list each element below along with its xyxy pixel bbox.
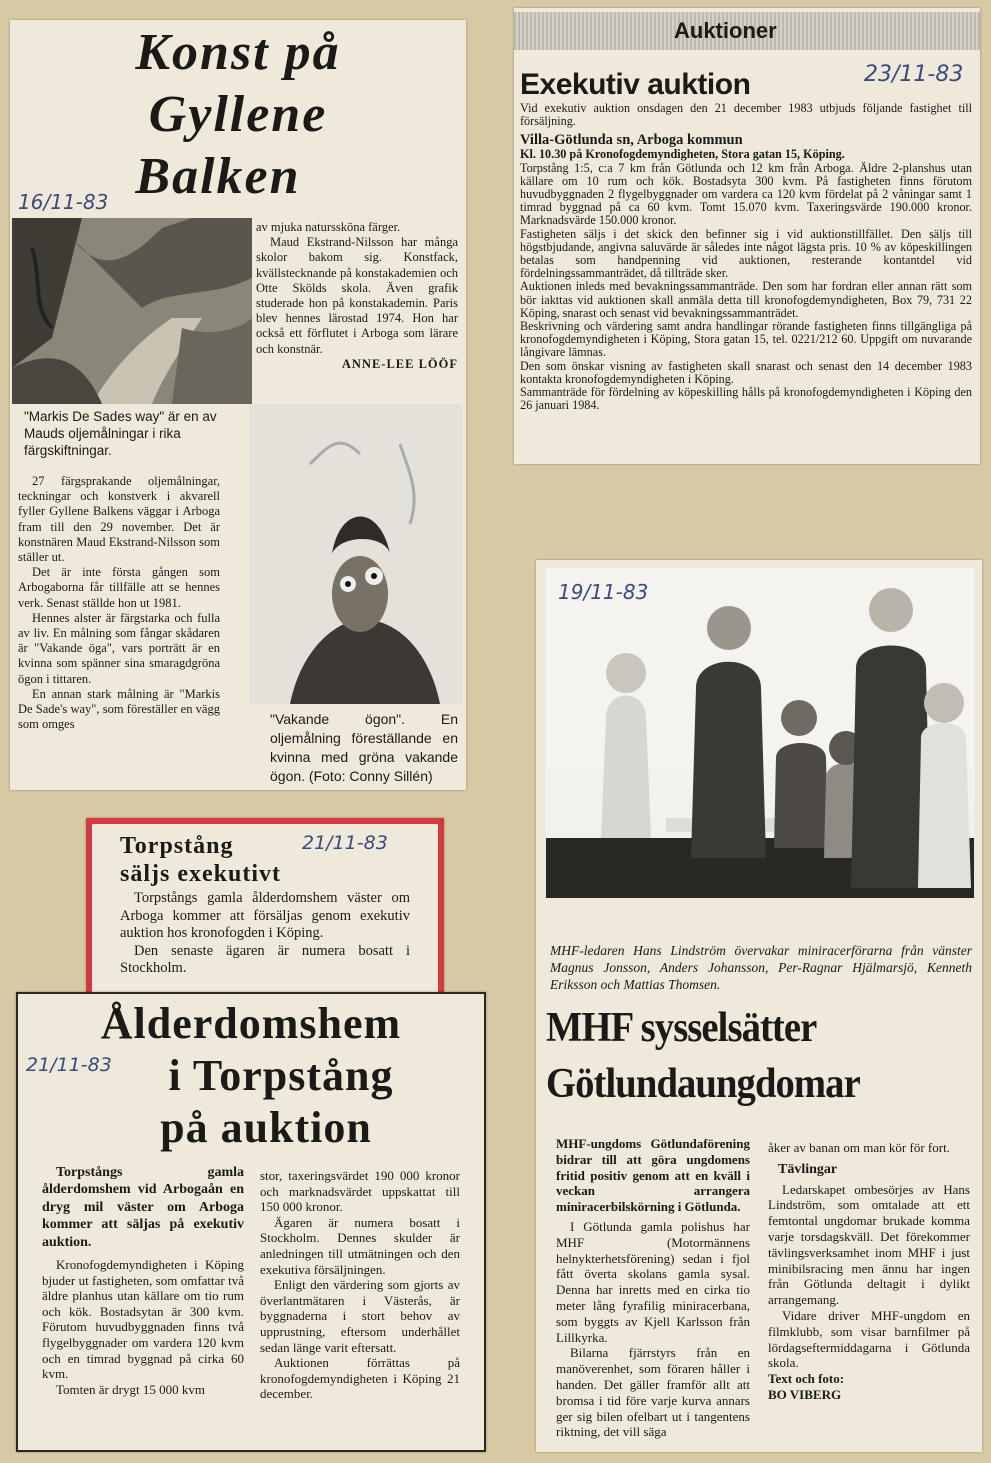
- alder-para: stor, taxeringsvärdet 190 000 kronor och marknadsvärdet uppskattat till 150 000 kronor.: [260, 1168, 460, 1215]
- torpstang-small-title-line1: Torpstång: [120, 833, 234, 859]
- painting-photo-vakande: [250, 404, 462, 704]
- mhf-title-line2: Götlundaungdomar: [546, 1061, 860, 1107]
- mhf-date: 19/11-83: [558, 580, 649, 604]
- mhf-subhead: Tävlingar: [778, 1161, 838, 1177]
- torpstang-small-title-line2: säljs exekutivt: [120, 861, 281, 887]
- alder-body-right: [260, 1168, 460, 1402]
- mhf-body-left: [556, 1136, 750, 1440]
- konst-body-right: [256, 220, 458, 372]
- konst-title-line3: Balken: [135, 148, 301, 205]
- konst-caption-2: "Vakande ögon". En oljemålning föreställande en kvinna med gröna vakande ögon. (Foto: Conny Sillén): [270, 711, 458, 784]
- alder-title: [18, 998, 484, 1154]
- konst-title: [10, 22, 466, 208]
- mhf-para: Vidare driver MHF-ungdom en filmklubb, som visar barnfilmer på lördagseftermiddagarna i Götlunda skola.: [768, 1307, 970, 1371]
- torpstang-small-body: [120, 890, 410, 978]
- mhf-caption: MHF-ledaren Hans Lindström övervakar miniracerförarna från vänster Magnus Jonsson, Anders Johansson, Per-Ragnar Hjälmarsjö, Kenneth Eriksson och Mattias Thomsen.: [550, 943, 972, 992]
- painting-photo-markis: [12, 218, 252, 404]
- auktion-title: Exekutiv auktion: [520, 68, 751, 101]
- alder-para: Enligt den värdering som gjorts av överlantmätaren i Västerås, är byggnaderna i stort behov av upprustning, eftersom underhållet sedan länge varit eftersatt.: [260, 1277, 460, 1355]
- alder-lead: Torpstångs gamla ålderdomshem vid Arbogaån en dryg mil väster om Arboga kommer att säljas på exekutiv auktion.: [42, 1165, 244, 1250]
- auktion-time: Kl. 10.30 på Kronofogdemyndigheten, Stora gatan 15, Köping.: [520, 147, 845, 162]
- konst-para: 27 färgsprakande oljemålningar, teckningar och konstverk i akvarell fyller Gyllene Balkens väggar i Arboga fram till den 29 november. Det är konstnären Maud Ekstrand-Nilsson som ställer ut.: [18, 474, 220, 565]
- konst-title-line1: Konst på: [135, 24, 341, 81]
- mhf-lead: MHF-ungdoms Götlundaförening bidrar till att göra ungdomens fritid positiv genom att en kväll i veckan arrangera miniracerbilskörning i Götlunda.: [556, 1136, 750, 1215]
- alder-para: Kronofogdemyndigheten i Köping bjuder ut fastigheten, som omfattar två äldre planhus utan källare om tio rum och kök. Bostadsytan är 300 kvm. Förutom huvudbyggnaden finns två flygelbyggnader om vardera 120 kvm och en timrad byggnad på cirka 60 kvm.: [42, 1257, 244, 1382]
- alder-title-line1: Ålderdomshem: [100, 999, 402, 1048]
- alder-title-line3: på auktion: [160, 1103, 372, 1152]
- mhf-credit: Text och foto:: [768, 1371, 845, 1387]
- mhf-article: [536, 560, 982, 1452]
- auktion-para: Fastigheten säljs i det skick den befinner sig i vid auktionstillfället. Den säljs till högstbjudande, angivna saluvärde är således inte något lägsta pris. 10 % av köpeskillingen betalas som handpenning vid auktionen, resterande kontantdel vid fördelningssammanträdet, då tillträde sker.: [520, 226, 972, 281]
- mhf-title-line1: MHF sysselsätter: [546, 1005, 817, 1051]
- konst-date: 16/11-83: [18, 190, 109, 214]
- auktion-para: Auktionen inleds med bevakningssammanträde. Den som har fordran eller annan rätt som bör iakttas vid auktionen skall anmäla detta till kronofogdemyndigheten, Box 79, 731 22 Köping, snarast och senast vid bevakningssammanträdet.: [520, 279, 972, 320]
- torpstang-small-para: Den senaste ägaren är numera bosatt i Stockholm.: [120, 942, 410, 977]
- konst-body-left: [18, 474, 220, 732]
- auktion-para: Den som önskar visning av fastigheten skall snarast och senast den 14 december 1983 kontakta kronofogdemyndigheten i Köping.: [520, 358, 972, 386]
- auktion-para: Torpstång 1:5, c:a 7 km från Götlunda och 12 km från Arboga. Äldre 2-planshus utan källare om 10 rum och kök. Bostadsyta 300 kvm. På fastigheten finns förutom huvudbyggnaden 2 flygelbyggnader om vardera ca 120 kvm fördelat på 2 våningar samt 1 timrad byggnad på ca 60 kvm. Tomt 15.070 kvm. Taxeringsvärde 190.000 kronor. Marknadsvärde 150.000 kronor.: [520, 160, 972, 228]
- auktion-header: Auktioner: [674, 18, 777, 43]
- auktion-date: 23/11-83: [864, 62, 964, 87]
- konst-title-line2: Gyllene: [148, 86, 328, 143]
- torpstang-small-article: [86, 818, 444, 998]
- konst-para: En annan stark målning är "Markis De Sade's way", som föreställer en vägg som omges: [18, 686, 220, 732]
- konst-byline: ANNE-LEE LÖÖF: [341, 356, 458, 371]
- auktion-subhead: Villa-Götlunda sn, Arboga kommun: [520, 132, 743, 149]
- mhf-para: I Götlunda gamla polishus har MHF (Motormännens helnykterhetsförening) sedan i fjol fått överta skolans gamla sysal. Denna har inretts med en cirka tio meter lång fyrafilig miniracerbana, som byggts av Kjell Karlsson från Lillkyrka.: [556, 1218, 750, 1345]
- auktion-para: Beskrivning och värdering samt andra handlingar rörande fastigheten finns tillgängliga på kronofogdemyndigheten i Köping, Stora gatan 15, tel. 0221/212 60. Uppgift om nuvarande långivare lämnas.: [520, 319, 972, 360]
- konst-para: Maud Ekstrand-Nilsson har många skolor bakom sig. Konstfack, kvällstecknande på konstakademien och Otte Skölds skola. Även grafik studerade hon på konstakademin. Paris blev hennes lärostad 1974. Hon har också ett förflutet i Arboga som lärare och konstnär.: [256, 235, 458, 356]
- konst-caption-1: "Markis De Sades way" är en av Mauds oljemålningar i rika färgskiftningar.: [24, 409, 217, 458]
- konst-article: [10, 20, 466, 790]
- alder-date: 21/11-83: [26, 1054, 112, 1076]
- mhf-para: åker av banan om man kör för fort.: [768, 1140, 950, 1155]
- painting-image: [12, 218, 252, 404]
- auktion-para: Sammanträde för fördelning av köpeskilling hålls på kronofogdemyndigheten i Köping den 26 januari 1984.: [520, 385, 972, 413]
- alder-para: Ägaren är numera bosatt i Stockholm. Dennes skulder är anledningen till utmätningen och den exekutiva försäljningen.: [260, 1214, 460, 1277]
- alder-article: [16, 992, 486, 1452]
- mhf-para: Bilarna fjärrstyrs från en manöverenhet, som föraren håller i handen. Det gäller framför allt att bromsa i tid före varje kurva annars ger sig bilen ofelbart ut i tangentens riktning, det vill säga: [556, 1345, 750, 1440]
- mhf-body-right: [768, 1140, 970, 1403]
- mhf-para: Ledarskapet ombesörjes av Hans Lindström, som omtalade att ett femtontal ungdomar brukade komma varje torsdagskväll. Det förekommer tävlingsverksamhet inom MHF i just minibilsracing men ännu har ingen från Götlunda deltagit i dylikt arrangemang.: [768, 1181, 970, 1308]
- alder-title-line2: i Torpstång: [168, 1051, 394, 1100]
- mhf-author: BO VIBERG: [768, 1386, 842, 1402]
- torpstang-small-date: 21/11-83: [302, 832, 388, 854]
- torpstang-small-title: [120, 832, 281, 888]
- konst-para: av mjuka naturssköna färger.: [256, 220, 401, 234]
- auktion-notice: [514, 8, 980, 464]
- mhf-photo-image: [546, 568, 974, 898]
- konst-para: Hennes alster är färgstarka och fulla av liv. En målning som fångar skådaren är "Vakande öga", vars porträtt är en kvinna som spänner sina smaragdgröna ögon i tittaren.: [18, 610, 220, 686]
- alder-body-left: [42, 1164, 244, 1397]
- torpstang-small-para: Torpstångs gamla ålderdomshem väster om Arboga kommer att försäljas genom exekutiv auktion hos kronofogden i Köping.: [120, 890, 410, 942]
- auktion-intro: Vid exekutiv auktion onsdagen den 21 december 1983 utbjuds följande fastighet till försäljning.: [520, 101, 972, 129]
- auktion-header-bar: [514, 12, 980, 50]
- painting-image: [250, 404, 462, 704]
- alder-para: Tomten är drygt 15 000 kvm: [56, 1381, 205, 1397]
- mhf-photo: [546, 568, 974, 898]
- auktion-body: [520, 102, 972, 412]
- konst-para: Det är inte första gången som Arbogaborna får tillfälle att se hennes verk. Senast ställde hon ut 1981.: [18, 565, 220, 610]
- alder-para: Auktionen förrättas på kronofogdemyndigheten i Köping 21 december.: [260, 1355, 460, 1402]
- mhf-title: [546, 1000, 947, 1112]
